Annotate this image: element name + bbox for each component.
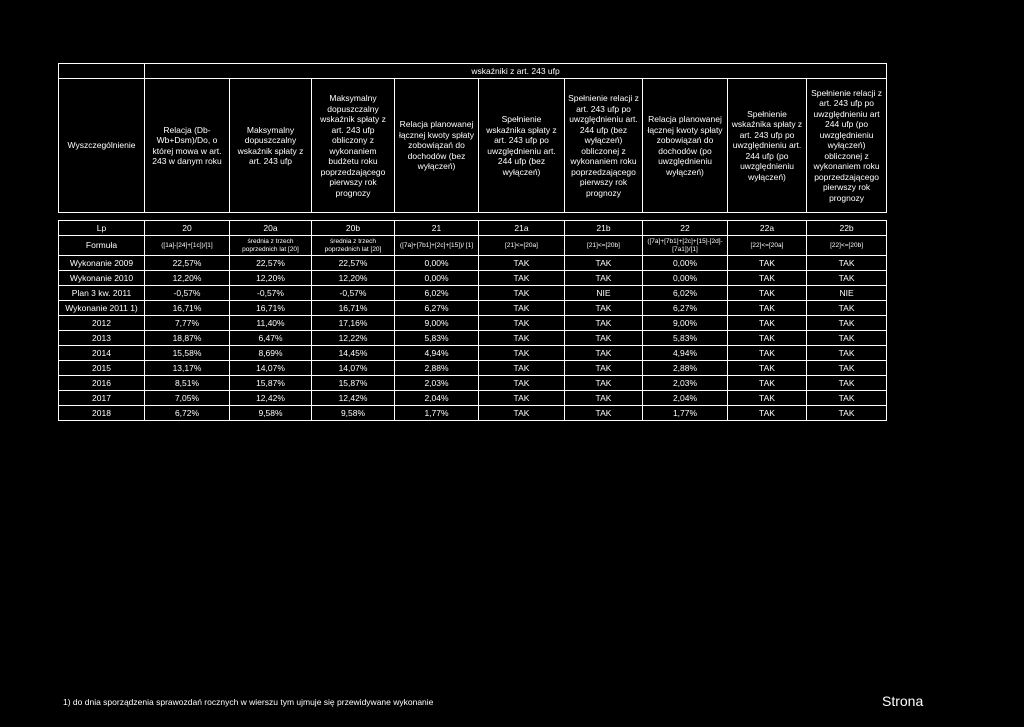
table-cell: TAK <box>565 331 643 346</box>
table-cell: TAK <box>728 271 807 286</box>
header-cell: Wyszczególnienie <box>59 79 145 213</box>
footnote: 1) do dnia sporządzenia sprawozdań rocznych w wierszu tym ujmuje się przewidywane wykonanie <box>63 697 434 707</box>
table-cell: 22,57% <box>230 256 312 271</box>
table-cell: TAK <box>807 271 887 286</box>
table-cell: 16,71% <box>230 301 312 316</box>
table-row <box>59 376 887 391</box>
table-cell: TAK <box>565 406 643 421</box>
table-cell: 0,00% <box>395 271 479 286</box>
table-cell: TAK <box>479 286 565 301</box>
table-cell: 2,04% <box>395 391 479 406</box>
lp-number: 20 <box>145 221 230 236</box>
table-cell: TAK <box>479 391 565 406</box>
table-cell: TAK <box>728 301 807 316</box>
table-cell: 0,00% <box>395 256 479 271</box>
header-cell: Maksymalny dopuszczalny wskaźnik spłaty z art. 243 ufp <box>230 79 312 213</box>
table-cell: 2,03% <box>643 376 728 391</box>
table-cell: TAK <box>565 316 643 331</box>
table-cell: 1,77% <box>395 406 479 421</box>
table-cell: 16,71% <box>312 301 395 316</box>
header-cell: Spełnienie wskaźnika spłaty z art. 243 ufp po uwzględnieniu art. 244 ufp (po uwzględnieniu wyłączeń) <box>728 79 807 213</box>
formula-cell: średnia z trzech poprzednich lat [20] <box>312 236 395 256</box>
table-cell: 6,27% <box>395 301 479 316</box>
table-row <box>59 406 887 421</box>
table-row <box>59 301 887 316</box>
table-cell: TAK <box>728 331 807 346</box>
table-row <box>59 331 887 346</box>
lp-number: 22 <box>643 221 728 236</box>
lp-number: 20a <box>230 221 312 236</box>
row-label: Plan 3 kw. 2011 <box>59 286 145 301</box>
table-cell: TAK <box>565 361 643 376</box>
table-cell: TAK <box>807 391 887 406</box>
formula-row <box>59 236 887 256</box>
table-cell: TAK <box>807 376 887 391</box>
super-header-row <box>59 64 887 79</box>
table-cell: TAK <box>479 346 565 361</box>
table-cell: TAK <box>565 346 643 361</box>
table-cell: 15,87% <box>230 376 312 391</box>
table-row <box>59 346 887 361</box>
table-cell: 22,57% <box>312 256 395 271</box>
table-cell: -0,57% <box>230 286 312 301</box>
wskazniki-table <box>58 63 887 421</box>
table-cell: -0,57% <box>312 286 395 301</box>
table-cell: 2,04% <box>643 391 728 406</box>
table-cell: NIE <box>807 286 887 301</box>
lp-number: 22a <box>728 221 807 236</box>
formula-cell: [21]<=[20a] <box>479 236 565 256</box>
table-cell: TAK <box>479 331 565 346</box>
table-cell: 14,07% <box>312 361 395 376</box>
lp-number: 21 <box>395 221 479 236</box>
table-cell: TAK <box>728 286 807 301</box>
table-cell: TAK <box>807 361 887 376</box>
row-label: 2017 <box>59 391 145 406</box>
table-cell: 9,58% <box>312 406 395 421</box>
row-label: 2015 <box>59 361 145 376</box>
table-cell: -0,57% <box>145 286 230 301</box>
table-cell: 2,88% <box>395 361 479 376</box>
formula-cell: [22]<=[20a] <box>728 236 807 256</box>
table-cell: TAK <box>728 406 807 421</box>
table-cell: 12,42% <box>230 391 312 406</box>
table-cell: 16,71% <box>145 301 230 316</box>
table-cell: TAK <box>807 301 887 316</box>
table-cell: TAK <box>807 256 887 271</box>
row-label: Wykonanie 2009 <box>59 256 145 271</box>
table-cell: 14,07% <box>230 361 312 376</box>
table-cell: TAK <box>728 316 807 331</box>
table-cell: 6,72% <box>145 406 230 421</box>
table-cell: 2,88% <box>643 361 728 376</box>
table-row <box>59 271 887 286</box>
lp-row <box>59 221 887 236</box>
table-cell: 17,16% <box>312 316 395 331</box>
row-label: 2012 <box>59 316 145 331</box>
header-cell: Relacja planowanej łącznej kwoty spłaty zobowiązań do dochodów (bez wyłączeń) <box>395 79 479 213</box>
row-label: Wykonanie 2011 1) <box>59 301 145 316</box>
table-cell: 2,03% <box>395 376 479 391</box>
spacer-cell <box>59 213 887 221</box>
table-cell: TAK <box>565 301 643 316</box>
table-cell: 12,20% <box>145 271 230 286</box>
table-row <box>59 391 887 406</box>
formula-cell: [21]<=[20b] <box>565 236 643 256</box>
table-cell: TAK <box>728 256 807 271</box>
table-cell: 7,77% <box>145 316 230 331</box>
header-cell: Relacja planowanej łącznej kwoty spłaty zobowiązań do dochodów (po uwzględnieniu wyłączeń) <box>643 79 728 213</box>
table-cell: TAK <box>479 376 565 391</box>
table-cell: 5,83% <box>395 331 479 346</box>
lp-label: Lp <box>59 221 145 236</box>
header-cell: Spełnienie wskaźnika spłaty z art. 243 ufp po uwzględnieniu art. 244 ufp (bez wyłączeń) <box>479 79 565 213</box>
table-cell: 6,02% <box>395 286 479 301</box>
spacer-row <box>59 213 887 221</box>
table-cell: TAK <box>565 271 643 286</box>
row-label: Wykonanie 2010 <box>59 271 145 286</box>
table-cell: 9,00% <box>643 316 728 331</box>
header-row <box>59 79 887 213</box>
table-row <box>59 286 887 301</box>
table-cell: TAK <box>728 361 807 376</box>
table-cell: TAK <box>565 376 643 391</box>
lp-number: 21a <box>479 221 565 236</box>
row-label: 2018 <box>59 406 145 421</box>
table-cell: TAK <box>728 346 807 361</box>
table-row <box>59 256 887 271</box>
page-label: Strona <box>882 693 924 709</box>
table-cell: 0,00% <box>643 256 728 271</box>
table-cell: 22,57% <box>145 256 230 271</box>
table-cell: TAK <box>479 301 565 316</box>
table-cell: 8,69% <box>230 346 312 361</box>
table-cell: 9,58% <box>230 406 312 421</box>
table-cell: 11,40% <box>230 316 312 331</box>
table-cell: TAK <box>565 391 643 406</box>
table-cell: TAK <box>807 316 887 331</box>
table-cell: TAK <box>479 316 565 331</box>
table-cell: TAK <box>479 271 565 286</box>
formula-cell: ([7a]+[7b1]+[2c]+[15])/ [1] <box>395 236 479 256</box>
table-cell: 0,00% <box>643 271 728 286</box>
formula-cell: ([7a]+[7b1]+[2c]+[15]-[2d]-[7a1])/[1] <box>643 236 728 256</box>
super-header-cell: wskaźniki z art. 243 ufp <box>145 64 887 79</box>
table-cell: 5,83% <box>643 331 728 346</box>
formula-cell: ([1a]-[24]+[1c])/[1] <box>145 236 230 256</box>
row-label: 2014 <box>59 346 145 361</box>
table-cell: TAK <box>807 331 887 346</box>
table-cell: 4,94% <box>643 346 728 361</box>
table-cell: 6,27% <box>643 301 728 316</box>
header-cell: Spełnienie relacji z art. 243 ufp po uwzględnieniu art 244 ufp (po uwzględnieniu wyłączeń) obliczonej z wykonaniem roku poprzedzającego pierwszy rok prognozy <box>807 79 887 213</box>
table-cell: TAK <box>728 391 807 406</box>
table-cell: 9,00% <box>395 316 479 331</box>
table-cell: 14,45% <box>312 346 395 361</box>
table-cell: 4,94% <box>395 346 479 361</box>
table-cell: TAK <box>479 361 565 376</box>
row-label: 2013 <box>59 331 145 346</box>
table-cell: 15,58% <box>145 346 230 361</box>
table-cell: 18,87% <box>145 331 230 346</box>
table-cell: 8,51% <box>145 376 230 391</box>
table-cell: TAK <box>728 376 807 391</box>
table-row <box>59 316 887 331</box>
table-cell: 1,77% <box>643 406 728 421</box>
table-cell: 12,22% <box>312 331 395 346</box>
table-cell: 13,17% <box>145 361 230 376</box>
table-cell: NIE <box>565 286 643 301</box>
formula-cell: [22]<=[20b] <box>807 236 887 256</box>
table-cell: TAK <box>565 256 643 271</box>
table-cell: 15,87% <box>312 376 395 391</box>
table-cell: 12,20% <box>230 271 312 286</box>
table-cell: 7,05% <box>145 391 230 406</box>
table-cell: 6,02% <box>643 286 728 301</box>
table-cell: TAK <box>479 256 565 271</box>
header-cell: Relacja (Db-Wb+Dsm)/Do, o której mowa w art. 243 w danym roku <box>145 79 230 213</box>
table-cell: TAK <box>807 346 887 361</box>
table-row <box>59 361 887 376</box>
header-cell: Spełnienie relacji z art. 243 ufp po uwzględnieniu art. 244 ufp (bez wyłączeń) obliczonej z wykonaniem roku poprzedzającego pierwszy rok prognozy <box>565 79 643 213</box>
table-cell: 6,47% <box>230 331 312 346</box>
table-cell: TAK <box>479 406 565 421</box>
lp-number: 22b <box>807 221 887 236</box>
formula-cell: średnia z trzech poprzednich lat [20] <box>230 236 312 256</box>
lp-number: 20b <box>312 221 395 236</box>
header-cell: Maksymalny dopuszczalny wskaźnik spłaty z art. 243 ufp obliczony z wykonaniem budżetu roku poprzedzającego pierwszy rok prognozy <box>312 79 395 213</box>
super-header-blank <box>59 64 145 79</box>
table-cell: 12,42% <box>312 391 395 406</box>
row-label: 2016 <box>59 376 145 391</box>
table-cell: TAK <box>807 406 887 421</box>
formula-label: Formuła <box>59 236 145 256</box>
lp-number: 21b <box>565 221 643 236</box>
table-cell: 12,20% <box>312 271 395 286</box>
